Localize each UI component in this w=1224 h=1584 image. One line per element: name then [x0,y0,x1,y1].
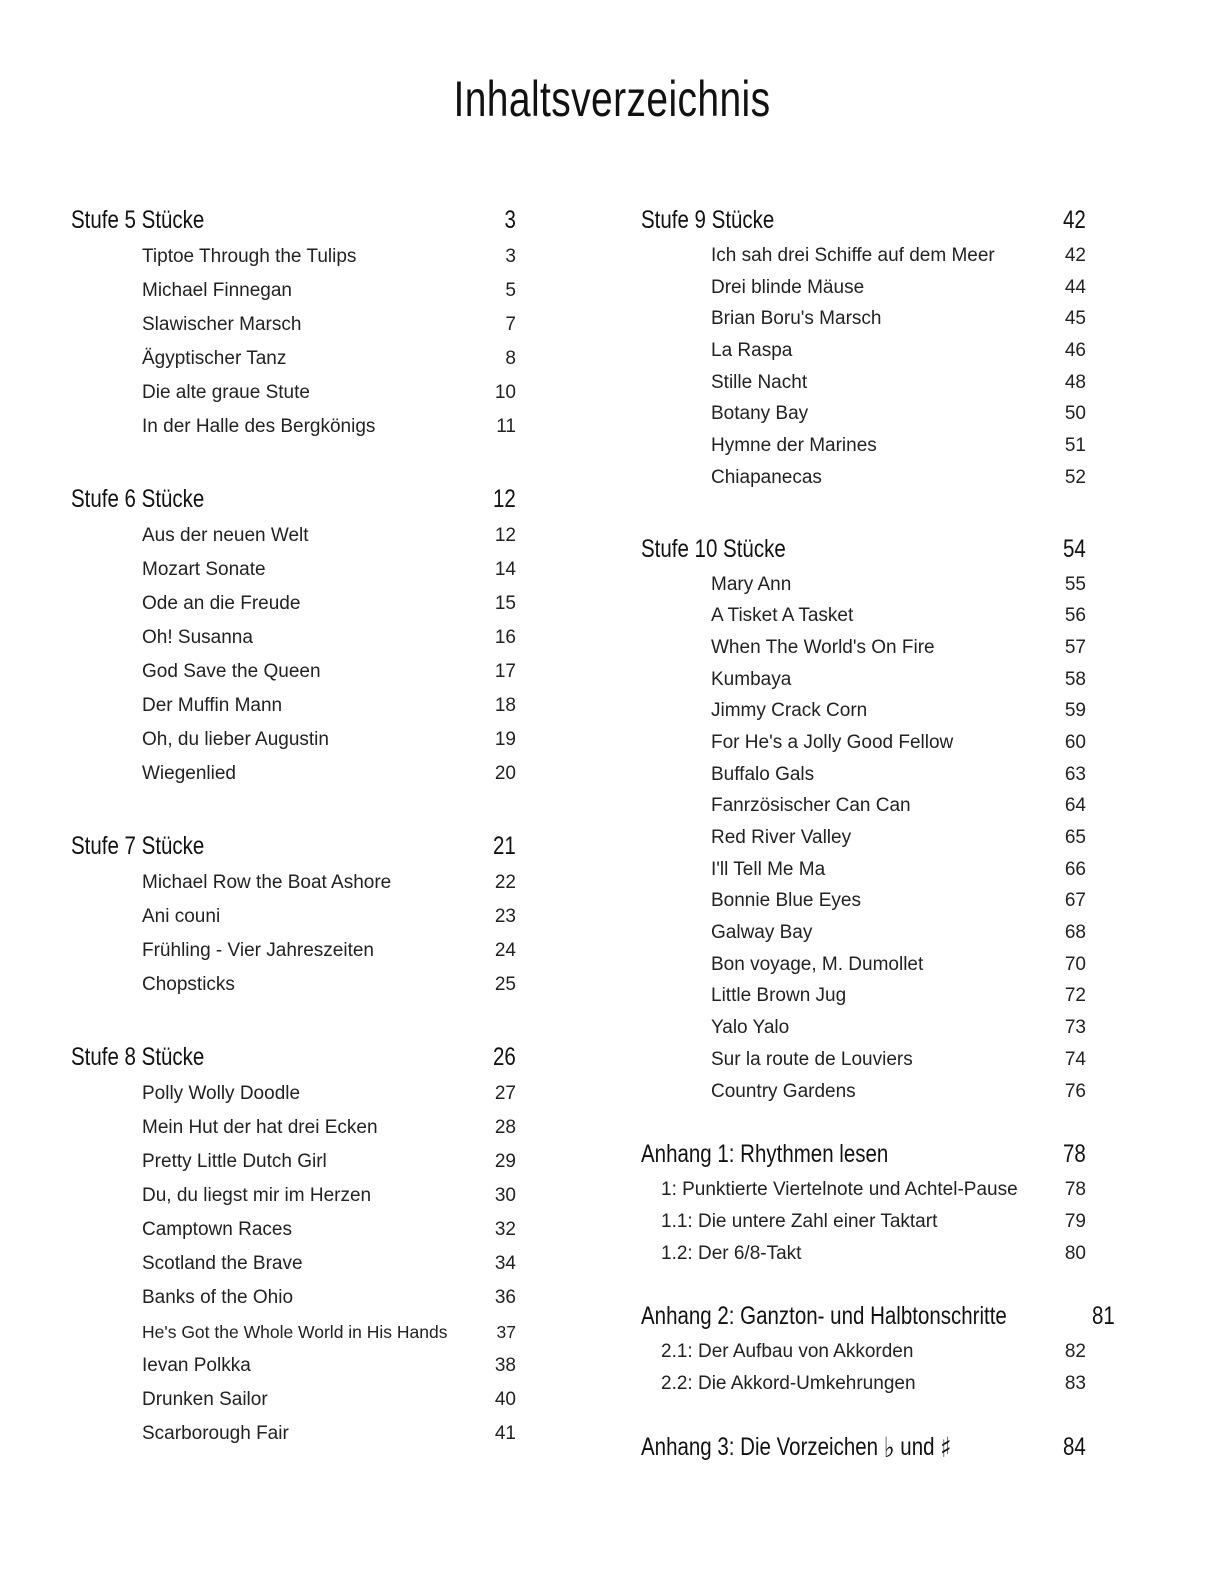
flat-icon: ♭ [883,1430,895,1464]
entry-title: Mein Hut der hat drei Ecken [142,1117,378,1138]
entry-page: 37 [496,1322,516,1342]
entry-page: 18 [494,695,516,716]
entry-page: 66 [1064,858,1086,880]
entry-title: Mary Ann [711,573,792,595]
entry-title: Tiptoe Through the Tulips [142,246,357,267]
entry-page: 55 [1064,573,1086,595]
section-page: 81 [1092,1302,1115,1331]
entry-page: 73 [1064,1017,1086,1039]
entry-page: 38 [494,1355,516,1376]
entry-title: For He's a Jolly Good Fellow [711,731,954,753]
entry-page: 27 [494,1083,516,1104]
toc-column-right [641,200,1115,1467]
entry-page: 10 [494,382,516,403]
section-heading[interactable] [641,1134,1086,1174]
entry-page: 79 [1064,1210,1086,1232]
entry-title: Ode an die Freude [142,593,301,614]
toc-entry[interactable] [71,274,516,308]
toc-entry[interactable] [71,900,516,934]
toc-entry[interactable] [71,410,516,444]
toc-section [641,200,1086,494]
entry-page: 52 [1064,466,1086,488]
toc-section [71,1037,516,1451]
toc-entry[interactable] [641,1368,1086,1400]
entry-page: 50 [1064,403,1086,425]
entry-page: 45 [1064,308,1086,330]
entry-title: Kumbaya [711,668,792,690]
toc-entry[interactable] [641,569,1086,601]
entry-page: 29 [494,1151,516,1172]
entry-page: 5 [505,280,516,301]
entry-page: 15 [494,593,516,614]
toc-entry[interactable] [641,398,1086,430]
entry-page: 51 [1064,435,1086,457]
toc-entry[interactable] [641,1238,1086,1270]
section-heading[interactable] [71,200,516,240]
toc-entry[interactable] [71,519,516,553]
entry-title: Hymne der Marines [711,435,877,457]
toc-entry[interactable] [71,689,516,723]
entry-page: 67 [1064,890,1086,912]
entry-title: God Save the Queen [142,661,321,682]
toc-entry[interactable] [71,934,516,968]
toc-entry[interactable] [71,1145,516,1179]
entry-title: La Raspa [711,340,793,362]
entry-page: 68 [1064,922,1086,944]
entry-title: Chiapanecas [711,466,822,488]
entry-title: 1: Punktierte Viertelnote und Achtel-Pause [661,1179,1018,1201]
entry-page: 41 [494,1423,516,1444]
entry-title: Ägyptischer Tanz [142,348,287,369]
toc-entry[interactable] [641,303,1086,335]
entry-page: 7 [505,314,516,335]
entry-page: 36 [494,1287,516,1308]
entry-title: Mozart Sonate [142,559,266,580]
entry-page: 20 [494,763,516,784]
toc-entry[interactable] [641,272,1086,304]
entry-title: Yalo Yalo [711,1017,790,1039]
entry-title: Camptown Races [142,1219,292,1240]
toc-entry[interactable] [641,240,1086,272]
toc-entry[interactable] [71,1417,516,1451]
entry-page: 8 [505,348,516,369]
entry-title: 1.2: Der 6/8-Takt [661,1242,802,1264]
entry-page: 74 [1064,1048,1086,1070]
entry-page: 60 [1064,731,1086,753]
toc-entry[interactable] [641,1174,1086,1206]
toc-entry[interactable] [71,1315,516,1349]
toc-entry[interactable] [71,655,516,689]
entry-page: 78 [1064,1179,1086,1201]
toc-entry[interactable] [71,1179,516,1213]
entry-title: Drei blinde Mäuse [711,276,865,298]
section-page: 21 [493,832,516,860]
entry-title: Little Brown Jug [711,985,847,1007]
entry-page: 34 [494,1253,516,1274]
entry-page: 80 [1064,1242,1086,1264]
toc-entry[interactable] [641,822,1086,854]
entry-page: 59 [1064,700,1086,722]
section-page: 54 [1063,534,1086,563]
entry-page: 22 [494,872,516,893]
section-title: Anhang 1: Rhythmen lesen [641,1140,889,1169]
entry-page: 76 [1064,1080,1086,1102]
toc-entry[interactable] [71,1077,516,1111]
toc-section [641,1134,1086,1269]
entry-page: 70 [1064,953,1086,975]
section-heading[interactable] [641,1296,1115,1336]
entry-title: Fanrzösischer Can Can [711,795,911,817]
entry-title: Oh, du lieber Augustin [142,729,329,750]
section-title: Stufe 5 Stücke [71,206,205,234]
toc-entry[interactable] [71,553,516,587]
entry-title: A Tisket A Tasket [711,605,854,627]
section-page: 42 [1063,206,1086,234]
entry-title: Ich sah drei Schiffe auf dem Meer [711,245,995,266]
entry-title: Botany Bay [711,403,809,425]
entry-title: I'll Tell Me Ma [711,858,826,880]
page-title: Inhaltsverzeichnis [453,71,771,127]
section-heading[interactable] [71,826,516,866]
entry-page: 23 [494,906,516,927]
entry-page: 32 [494,1219,516,1240]
entry-page: 72 [1064,985,1086,1007]
entry-title: Scotland the Brave [142,1253,303,1274]
toc-entry[interactable] [71,1247,516,1281]
toc-section [641,1296,1115,1399]
toc-entry[interactable] [641,632,1086,664]
toc-entry[interactable] [71,376,516,410]
entry-title: Der Muffin Mann [142,695,283,716]
section-heading[interactable] [71,479,516,519]
section-title: Stufe 7 Stücke [71,832,205,860]
entry-page: 24 [494,940,516,961]
entry-title: Sur la route de Louviers [711,1048,913,1070]
toc-section [641,1427,1086,1467]
section-heading[interactable] [641,200,1086,240]
section-title [641,1427,951,1468]
section-title: Stufe 10 Stücke [641,534,786,563]
entry-title: Bon voyage, M. Dumollet [711,953,924,975]
entry-title: Country Gardens [711,1080,856,1102]
entry-page: 42 [1064,245,1086,266]
entry-title: Jimmy Crack Corn [711,700,868,722]
toc-entry[interactable] [641,367,1086,399]
entry-page: 57 [1064,636,1086,658]
entry-title: Wiegenlied [142,763,236,784]
entry-page: 64 [1064,795,1086,817]
entry-page: 12 [494,525,516,546]
entry-title: Stille Nacht [711,371,808,393]
entry-title: Scarborough Fair [142,1423,289,1444]
entry-title: Aus der neuen Welt [142,525,309,546]
toc-entry[interactable] [641,727,1086,759]
entry-page: 44 [1064,276,1086,298]
entry-page: 48 [1064,371,1086,393]
toc-entry[interactable] [641,854,1086,886]
entry-title: 2.2: Die Akkord-Umkehrungen [661,1372,916,1394]
toc-entry[interactable] [71,621,516,655]
section-heading[interactable] [641,1427,1086,1467]
toc-entry[interactable] [641,1076,1086,1108]
sharp-icon: ♯ [940,1430,952,1464]
entry-page: 17 [494,661,516,682]
section-title: Stufe 6 Stücke [71,485,205,513]
entry-title: Galway Bay [711,922,813,944]
toc-entry[interactable] [641,1012,1086,1044]
entry-page: 46 [1064,340,1086,362]
entry-title: Chopsticks [142,974,235,995]
section-heading[interactable] [71,1037,516,1077]
toc-entry[interactable] [641,1336,1086,1368]
entry-title: Ievan Polkka [142,1355,251,1376]
toc-entry[interactable] [71,1349,516,1383]
entry-title: Die alte graue Stute [142,382,310,403]
toc-section [71,200,516,444]
toc-entry[interactable] [641,695,1086,727]
entry-title: When The World's On Fire [711,636,935,658]
section-title: Stufe 8 Stücke [71,1043,205,1071]
entry-title: Du, du liegst mir im Herzen [142,1185,372,1206]
toc-entry[interactable] [641,1206,1086,1238]
toc-entry[interactable] [641,980,1086,1012]
entry-page: 3 [505,246,516,267]
toc-entry[interactable] [641,917,1086,949]
entry-page: 58 [1064,668,1086,690]
section-title: Anhang 2: Ganzton- und Halbtonschritte [641,1302,1007,1331]
toc-section [641,529,1086,1108]
toc-entry[interactable] [71,587,516,621]
entry-page: 63 [1064,763,1086,785]
entry-page: 83 [1064,1372,1086,1394]
entry-title: Buffalo Gals [711,763,815,785]
entry-title: 2.1: Der Aufbau von Akkorden [661,1341,914,1363]
section-page: 12 [493,485,516,513]
entry-page: 28 [494,1117,516,1138]
appendix3-and: und [900,1432,935,1461]
toc-entry[interactable] [641,430,1086,462]
appendix3-prefix: Anhang 3: Die Vorzeichen [641,1432,879,1461]
toc-entry[interactable] [71,723,516,757]
entry-page: 25 [494,974,516,995]
toc-entry[interactable] [71,1111,516,1145]
toc-entry[interactable] [71,1383,516,1417]
entry-title: Banks of the Ohio [142,1287,294,1308]
entry-page: 56 [1064,605,1086,627]
entry-title: Ani couni [142,906,221,927]
entry-page: 30 [494,1185,516,1206]
toc-section [71,479,516,791]
section-title: Stufe 9 Stücke [641,206,775,234]
entry-page: 11 [496,416,516,437]
toc-entry[interactable] [641,462,1086,494]
entry-title: Red River Valley [711,827,852,848]
toc-entry[interactable] [641,949,1086,981]
entry-title: Oh! Susanna [142,627,253,648]
section-page: 84 [1063,1432,1086,1461]
entry-page: 40 [494,1389,516,1410]
toc-entry[interactable] [641,1044,1086,1076]
toc-entry[interactable] [71,1281,516,1315]
entry-page: 14 [494,559,516,580]
entry-page: 19 [494,729,516,750]
section-heading[interactable] [641,529,1086,569]
toc-entry[interactable] [71,1213,516,1247]
section-page: 3 [504,206,516,234]
entry-title: Frühling - Vier Jahreszeiten [142,940,374,961]
section-page: 78 [1063,1140,1086,1169]
toc-column-left [71,200,516,1451]
entry-page: 65 [1064,827,1086,848]
toc-entry[interactable] [641,790,1086,822]
toc-entry[interactable] [641,600,1086,632]
toc-entry[interactable] [71,757,516,791]
toc-entry[interactable] [71,968,516,1002]
section-page: 26 [493,1043,516,1071]
entry-title: Slawischer Marsch [142,314,302,335]
entry-title: He's Got the Whole World in His Hands [142,1322,448,1342]
entry-page: 16 [494,627,516,648]
entry-title: In der Halle des Bergkönigs [142,416,376,437]
entry-title: Michael Finnegan [142,280,292,301]
toc-entry[interactable] [641,335,1086,367]
toc-section [71,826,516,1002]
toc-entry[interactable] [71,308,516,342]
toc-entry[interactable] [71,866,516,900]
toc-entry[interactable] [71,240,516,274]
entry-title: Bonnie Blue Eyes [711,890,861,912]
entry-title: Brian Boru's Marsch [711,308,882,330]
toc-entry[interactable] [71,342,516,376]
entry-title: Drunken Sailor [142,1389,268,1410]
entry-title: Pretty Little Dutch Girl [142,1151,327,1172]
entry-title: Polly Wolly Doodle [142,1083,301,1104]
entry-title: 1.1: Die untere Zahl einer Taktart [661,1210,938,1232]
entry-title: Michael Row the Boat Ashore [142,872,392,893]
toc-entry[interactable] [641,664,1086,696]
toc-entry[interactable] [641,759,1086,791]
toc-entry[interactable] [641,885,1086,917]
entry-page: 82 [1064,1341,1086,1363]
